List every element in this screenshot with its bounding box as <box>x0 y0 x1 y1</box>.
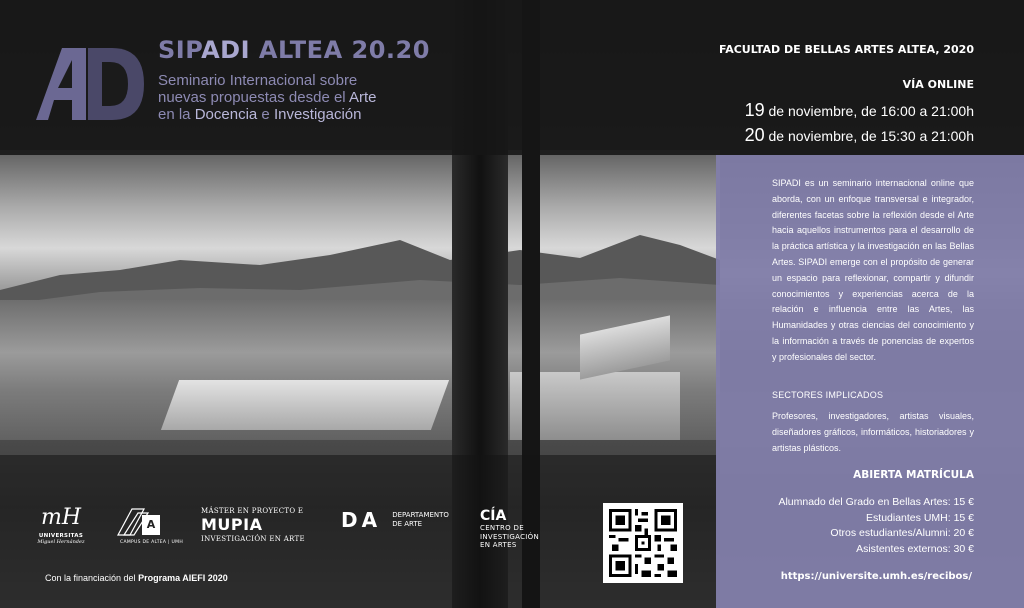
sectors-title: SECTORES IMPLICADOS <box>772 390 884 400</box>
sectors-text: Profesores, investigadores, artistas visuales, diseñadores gráficos, informáticos, historiadores y artistas plásticos. <box>772 411 974 453</box>
event-title: SIPADI ALTEA 20.20 <box>158 36 430 64</box>
fee-item: Otros estudiantes/Alumni: 20 € <box>830 527 974 539</box>
departamento-arte-logo: DA DEPARTAMENTO DE ARTE <box>341 508 449 532</box>
event-description: SIPADI es un seminario internacional online que aborda, con un enfoque transversal e integrador, diferentes facetas sobre la reflexión desde el Arte hacia aquellos instrumentos para el desarrollo de la práctica artística y la investigación en las Bellas Artes. SIPADI emerge con el propósito de generar un espacio para reflexionar, compartir y difundir conocimientos y experiencias acerca de la relación e influencia entre las Artes, las Humanidades y otras ciencias del conocimiento y la información a través de ponencias de expertos y profesionales del sector. <box>772 178 974 362</box>
campus-altea-logo: A CAMPUS DE ALTEA | UMH <box>112 503 164 555</box>
payment-link[interactable]: https://universite.umh.es/recibos/ <box>780 571 972 582</box>
qr-code[interactable] <box>603 503 683 583</box>
fee-item: Estudiantes UMH: 15 € <box>866 511 974 524</box>
qr-code-icon <box>609 509 677 577</box>
event-dates <box>745 98 974 148</box>
enrollment-title: ABIERTA MATRÍCULA <box>853 469 974 481</box>
building-roof <box>161 380 449 430</box>
event-subtitle: Seminario Internacional sobre nuevas propuestas desde el Arte en la Docencia e Investigación <box>158 72 377 123</box>
date-row: 19 de noviembre, de 16:00 a 21:00h <box>744 100 974 120</box>
funding-note: Con la financiación del Programa AIEFI 2020 <box>45 573 228 583</box>
cia-logo: CÍA CENTRO DE INVESTIGACIÓN EN ARTES <box>480 508 539 549</box>
fee-item: Asistentes externos: 30 € <box>856 542 974 555</box>
fee-item: Alumnado del Grado en Bellas Artes: 15 € <box>778 496 974 508</box>
faculty-label: FACULTAD DE BELLAS ARTES ALTEA, 2020 <box>718 43 974 56</box>
date-row: 20 de noviembre, de 15:30 a 21:00h <box>744 125 974 145</box>
umh-logo: mH UNIVERSITAS Miguel Hernández <box>37 505 85 545</box>
mode-label: VÍA ONLINE <box>902 78 974 91</box>
mupia-logo: MÁSTER EN PROYECTO E MUPIA INVESTIGACIÓN EN ARTE <box>201 507 305 543</box>
ad-logo <box>36 44 146 124</box>
fee-list <box>778 495 974 557</box>
